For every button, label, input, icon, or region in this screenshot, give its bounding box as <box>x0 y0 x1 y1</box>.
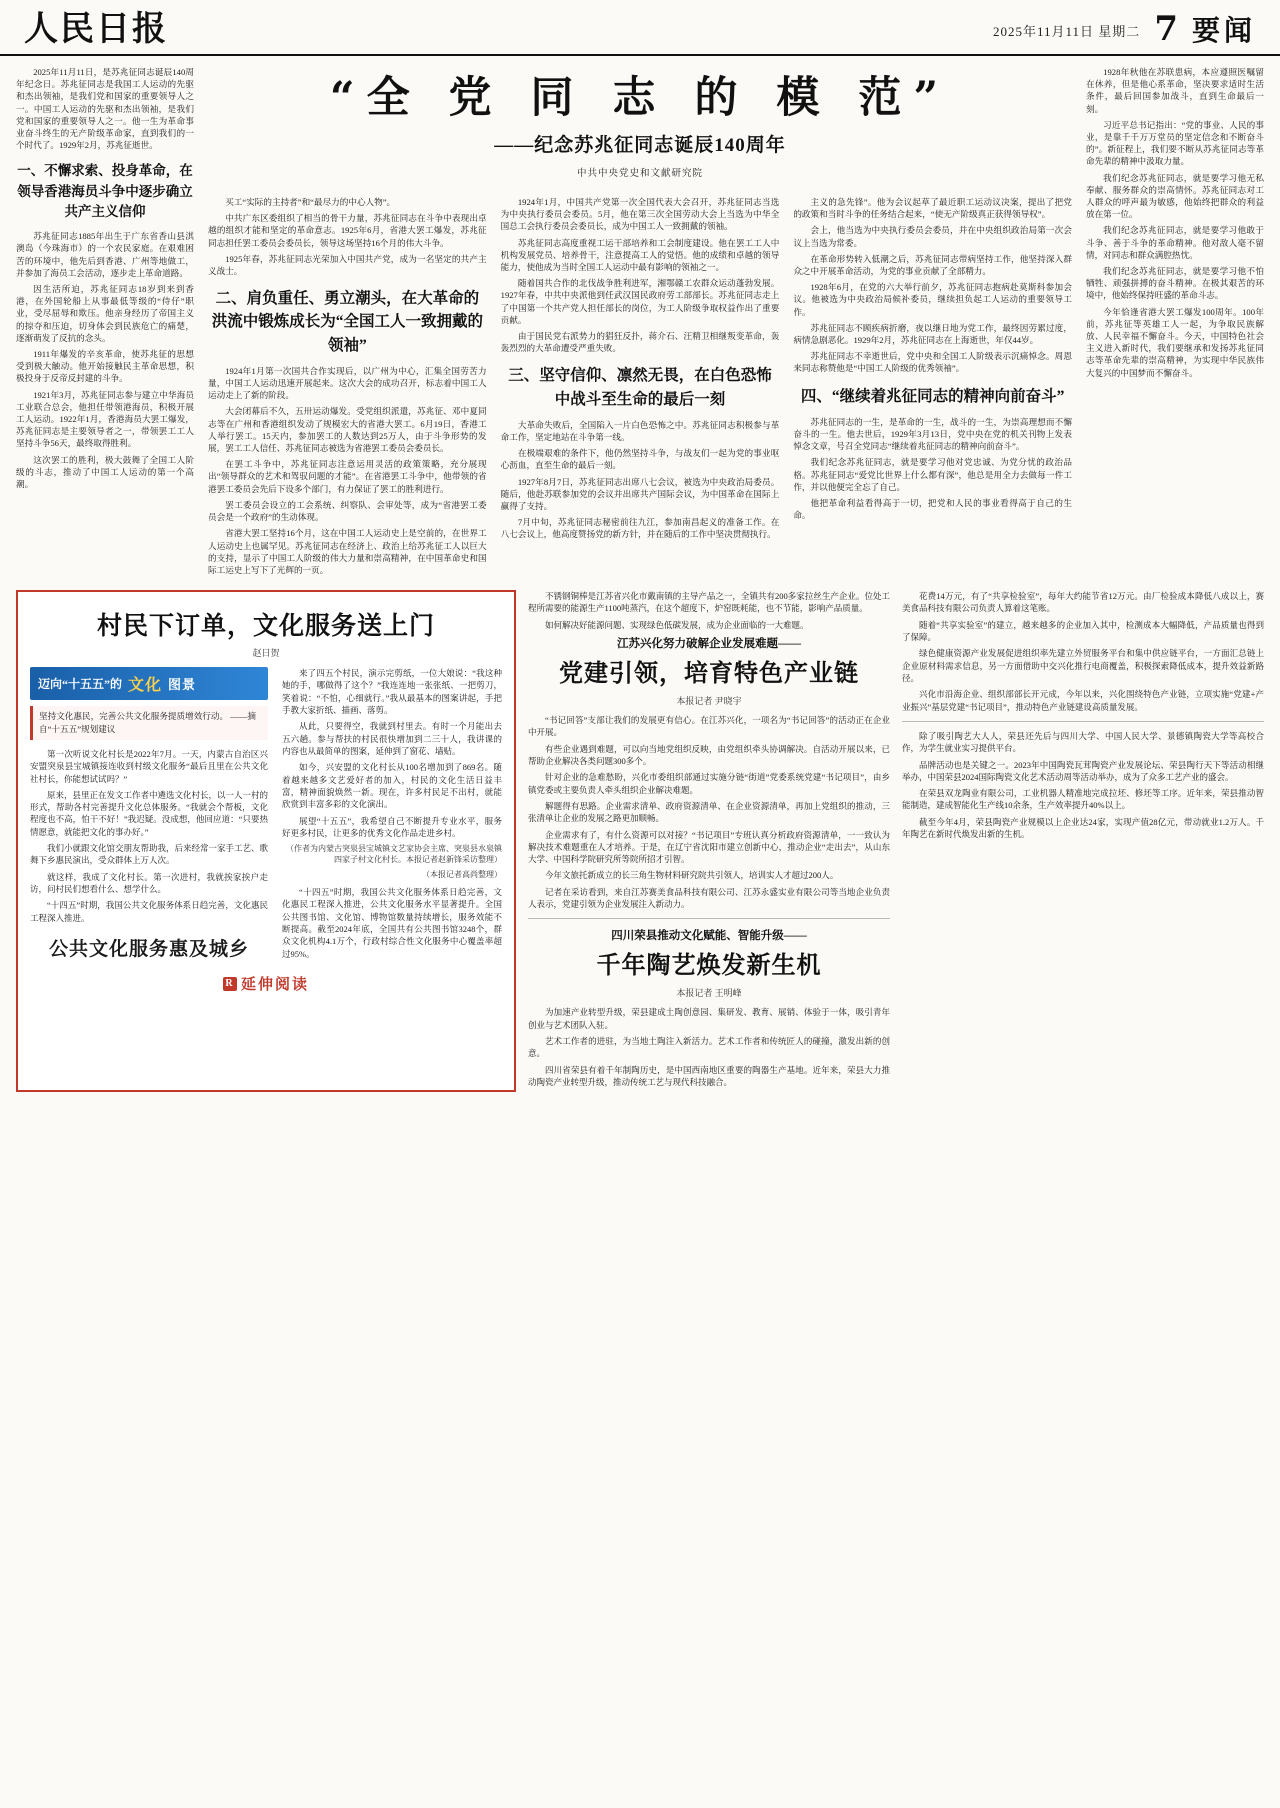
banner-part3: 图景 <box>168 677 197 693</box>
paragraph: 除了吸引陶艺大人人，荣县还先后与四川大学、中国人民大学、景德镇陶瓷大学等高校合作，为学生就业实习提供平台。 <box>902 730 1264 754</box>
feature-col-left <box>30 667 268 965</box>
paragraph: 会上，他当选为中央执行委员会委员，并在中央组织政治局第一次会议上当选为常委。 <box>793 225 1072 248</box>
paragraph: 我们纪念苏兆征同志，就是要学习他不怕牺牲、顽强拼搏的奋斗精神。在极其艰苦的环境中，他始终保持旺盛的革命斗志。 <box>1085 266 1264 301</box>
sichuan-kicker: 四川荣县推动文化赋能、智能升级—— <box>611 930 807 943</box>
paragraph: 由于国民党右派势力的猖狂反扑，蒋介石、汪精卫相继叛变革命，轰轰烈烈的大革命遭受严重失败。 <box>500 330 780 354</box>
article-column-2 <box>208 196 487 580</box>
paragraph: 主义的急先锋”。他为会议起草了最近职工运动议决案，提出了把党的政策和当时斗争的任务结合起来，“使无产阶级真正获得领导权”。 <box>793 196 1072 220</box>
divider <box>902 721 1264 722</box>
paragraph: 如今，兴安盟的文化村长从100名增加到了869名。随着越来越多文艺爱好者的加入，村民的文化生活日益丰富，精神面貌焕然一新。现在，许多村民足不出村，就能欣赏到丰富多彩的文化演出。 <box>282 762 502 810</box>
paragraph: 不锈钢铜棒是江苏省兴化市戴南镇的主导产品之一，全镇共有200多家拉丝生产企业。位处工程所需要的能源生产1100吨蒸汽，在这个超度下，炉窑既耗能，也不节能，影响产品质量。 <box>528 591 890 614</box>
sichuan-title: 千年陶艺焕发新生机 <box>596 953 822 980</box>
paragraph: 我们小就跟文化馆交朋友帮助我，后来经常一家手工艺、歌舞下乡惠民演出，受众群体上万人次。 <box>30 843 269 866</box>
article-center <box>208 66 1072 580</box>
paragraph: 随着国共合作的北伐战争胜利进军，湘鄂赣工农群众运动蓬勃发展。1927年春，中共中央派他到任武汉国民政府劳工部部长。苏兆征同志走上了中国第一个共产党人担任部长的岗位，为工人阶级争取权益作出了重要贡献。 <box>500 278 780 325</box>
extend-read-label: 延伸阅读 <box>240 977 309 994</box>
paragraph: 品牌活动也是关键之一。2023年中国陶瓷瓦茸陶瓷产业发展论坛、荣县陶行天下等活动相继举办，中国荣县2024国际陶瓷文化艺术活动周等活动举办，成为了众多工艺产业的盛会。 <box>902 759 1264 782</box>
paragraph: 有些企业遇到难题，可以向当地党组织反映，由党组织牵头协调解决。自活动开展以来，已帮助企业解决各类问题300多个。 <box>528 743 890 766</box>
extend-read-icon: R <box>223 977 237 991</box>
paragraph: “十四五”时期，我国公共文化服务体系日趋完善，文化惠民工程深入推进。 <box>30 900 268 923</box>
paragraph: 大会闭幕后不久，五卅运动爆发。受党组织派遣，苏兆征、邓中夏同志等在广州和香港组织发动了规模宏大的省港大罢工。6月19日，香港工人举行罢工。15天内，参加罢工的人数达到25万人，由于斗争形势的发展，罢工工人信任、苏兆征同志被选为省港罢工委员会委员长。 <box>208 406 487 454</box>
feature-body-right <box>282 667 502 839</box>
bottom-right-column <box>902 590 1264 1092</box>
paragraph: 截至今年4月，荣县陶瓷产业规模以上企业达24家，实现产值28亿元，带动就业1.2万人。千年陶艺在新时代焕发出新的生机。 <box>902 816 1264 840</box>
divider <box>528 918 890 919</box>
paragraph: 1928年6月，在党的六大举行前夕，苏兆征同志抱病赴莫斯科参加会议。他被选为中央政治局候补委员，继续担负起工人运动的重要领导工作。 <box>793 282 1072 317</box>
paragraph: 大革命失败后，全国陷入一片白色恐怖之中。苏兆征同志积极参与革命工作，坚定地站在斗争第一线。 <box>500 419 780 443</box>
paragraph: 如何解决好能源问题、实现绿色低碳发展，成为企业面临的一大难题。 <box>545 619 809 630</box>
paragraph: 在荣县双龙陶业有限公司，工业机器人精准地完成拉坯、修坯等工序。近年来，荣县推动智能制造，建成智能化生产线10余条，生产效率提升40%以上。 <box>902 788 1264 811</box>
feature-title: 村民下订单，文化服务送上门 <box>96 613 435 641</box>
feature-note: （作者为内蒙古突泉县宝城镇文艺家协会主席、突泉县水泉镇四家子村文化村长。本报记者赵新锋采访整理） <box>286 844 502 865</box>
paragraph: 1924年1月第一次国共合作实现后，以广州为中心，汇集全国劳苦力量，中国工人运动迅速开展起来。这次大会的成功召开，标志着中国工人运动走上了新的阶段。 <box>208 365 487 401</box>
byline: 中共中央党史和文献研究院 <box>576 169 703 180</box>
paragraph: 今年文旅托新成立的长三角生物材料研究院共引领人，培训实人才超过200人。 <box>545 870 839 881</box>
series-banner <box>30 667 268 700</box>
banner-part2: 文化 <box>128 677 163 695</box>
feature-bottom-body <box>282 886 502 960</box>
paragraph: 苏兆征同志的一生，是革命的一生，战斗的一生，为崇高理想而不懈奋斗的一生。他去世后，1929年3月13日，党中央在党的机关刊物上发表悼念文章，号召全党同志“继续着兆征同志的精神向前奋斗”。 <box>793 416 1072 452</box>
paragraph: 省港大罢工坚持16个月，这在中国工人运动史上是空前的，在世界工人运动史上也属罕见。苏兆征同志在经济上、政治上给苏兆征工人以巨大的支持，显示了中国工人阶级的伟大力量和崇高精神，在中国革命史和国际工运史上写下了光辉的一页。 <box>208 528 487 575</box>
paragraph: 苏兆征同志不顾疾病折磨，夜以继日地为党工作，最终因劳累过度，病情急剧恶化。1929年2月，苏兆征同志在上海逝世，年仅44岁。 <box>793 322 1072 345</box>
paragraph: 记者在采访看到，来自江苏赛美食品科技有限公司、江苏永盛实业有限公司等当地企业负责人表示，党建引领为企业发展注入新动力。 <box>528 886 890 910</box>
paragraph: 1924年1月，中国共产党第一次全国代表大会召开，苏兆征同志当选为中央执行委员会委员。5月，他在第三次全国劳动大会上当选为中华全国总工会执行委员会委员长，成为中国工人一致拥戴的领袖。 <box>500 196 780 232</box>
paragraph: 展望“十五五”，我希望自己不断提升专业水平，服务好更多村民，让更多的优秀文化作品走进乡村。 <box>282 815 502 838</box>
policy-quote: 坚持文化惠民，完善公共文化服务提质增效行动。 ——摘自“十五五”规划建议 <box>30 706 268 740</box>
paragraph: 在罢工斗争中，苏兆征同志注意运用灵活的政策策略，充分展现出“领导群众的艺术和驾驭问题的才能”。在省港罢工斗争中，他带领的省港罢工委员会先后下设多个部门，有力保证了罢工的胜利进行。 <box>208 459 487 494</box>
paragraph: 1927年8月7日，苏兆征同志出席八七会议，被选为中央政治局委员。随后，他赴苏联参加党的会议并出席共产国际会议，为中国革命在国际上赢得了支持。 <box>500 476 780 512</box>
paragraph: 1925年春，苏兆征同志光荣加入中国共产党，成为一名坚定的共产主义战士。 <box>208 253 487 276</box>
paragraph: 企业需求有了，有什么资源可以对接？“书记项目”专班认真分析政府资源清单，一一致认为解决技术难题重在人才培养。于是，在辽宁省沈阳市建立创新中心，推动企业“走出去”，从山东大学、中国科学院研究所等院所招才引智。 <box>528 829 890 865</box>
feature-col-right <box>282 667 502 965</box>
article-column-4 <box>793 196 1072 580</box>
paragraph: 我们纪念苏兆征同志，就是要学习他对党忠诚、为党分忧的政治品格。苏兆征同志“爱党比世界上什么都有深”，他总是用全力去做每一件工作，并以他便完全忘了自己。 <box>793 457 1072 492</box>
feature-body-left <box>30 748 268 924</box>
feature-box <box>16 590 516 1092</box>
paragraph: 针对企业的急难愁盼，兴化市委组织部通过实施分链“街道”党委系统党建“书记项目”，由乡镇党委或主要负责人牵头组织企业解决难题。 <box>528 772 890 795</box>
jiangsu-kicker: 江苏兴化努力破解企业发展难题—— <box>617 638 801 651</box>
paragraph: 1911年爆发的辛亥革命，使苏兆征的思想受到极大触动。他开始接触民主革命思想，积极投身于反帝反封建的斗争。 <box>16 349 194 384</box>
paragraph: 四川省荣县有着千年制陶历史，是中国西南地区重要的陶器生产基地。近年来，荣县大力推动陶瓷产业转型升级，推动传统工艺与现代科技融合。 <box>528 1064 890 1087</box>
extend-read-tag[interactable] <box>223 973 309 994</box>
headline-block <box>208 66 1072 196</box>
paragraph: 来了四五个村民，演示完剪纸，一位大娘说：“我这种她的手，哪做得了这个？”我连连地一张张纸、一把剪刀，笑着说：“不怕，心细就行。”我从最基本的图案讲起，手把手教大家折纸、描画、落剪。 <box>282 668 502 716</box>
bottom-middle-column <box>528 590 890 1092</box>
bottom-section <box>0 584 1280 1104</box>
paragraph: 买工“实际的主持者”和“最尽力的中心人物”。 <box>225 196 396 207</box>
section-heading-4: 四、“继续着兆征同志的精神向前奋斗” <box>800 387 1065 405</box>
center-columns <box>208 196 1072 580</box>
dateline: 2025年11月11日 星期二 <box>993 24 1141 39</box>
paragraph: 随着“共享实验室”的建立，越来越多的企业加入其中，检测成本大幅降低，产品质量也得到了保障。 <box>902 619 1264 643</box>
page-number: 7 <box>1154 9 1178 49</box>
jiangsu-byline: 本报记者 尹晓宇 <box>676 696 742 707</box>
paragraph: 因生活所迫，苏兆征同志18岁到来到香港，在外国轮船上从事最低等级的“侍仔”职业，受尽屈辱和欺压。他亲身经历了帝国主义的掠夺和压迫，切身体会到民族危亡的痛楚，逐渐萌发了反抗的念头。 <box>16 283 194 343</box>
paragraph: 从此，只要得空，我就到村里去。有时一个月能出去五六趟。参与帮扶的村民很快增加到二三十人，我讲课的内容也从最简单的图案，延伸到了窗花、墙贴。 <box>282 721 502 756</box>
right-top-lead <box>528 590 890 631</box>
masthead <box>0 0 1280 56</box>
paragraph: 我们纪念苏兆征同志，就是要学习他无私奉献、服务群众的崇高情怀。苏兆征同志对工人群众的呼声最为敏感，他始终把群众的利益放在第一位。 <box>1085 172 1264 220</box>
paragraph: 习近平总书记指出：“党的事业、人民的事业，是靠千千万万堂员的坚定信念和不断奋斗的”。新征程上，我们要不断从苏兆征同志等革命先辈的精神中汲取力量。 <box>1085 119 1264 167</box>
feature-note-2: （本报记者高尚整理） <box>422 870 502 880</box>
article-column-1 <box>16 66 194 580</box>
paragraph: 苏兆征同志1885年出生于广东省香山县淇澳岛（今珠海市）的一个农民家庭。在艰难困苦的环境中，他先后到香港、广州等地做工，并参加了海员工会活动，逐步走上革命道路。 <box>16 231 194 278</box>
section-heading-1: 一、不懈求索、投身革命，在领导香港海员斗争中逐步确立共产主义信仰 <box>17 163 193 219</box>
paragraph: 原来，县里正在发文工作者中遴选文化村长，以一人一村的形式，帮助各村完善提升文化总体服务。“我就会个帮板，文化程度也不高，怕干不好！”我迟疑。没成想，他回应道：“只要热情愿意，就能把文化的事办好。” <box>30 789 269 837</box>
paragraph: 他把革命利益看得高于一切，把党和人民的事业看得高于自己的生命。 <box>793 498 1072 521</box>
paragraph: 今年恰逢省港大罢工爆发100周年。100年前，苏兆征等英雄工人一起，为争取民族解放、人民幸福不懈奋斗。今天，中国特色社会主义进入新时代，我们要继承和发扬苏兆征同志等革命先辈的崇高精神，为实现中华民族伟大复兴的中国梦而不懈奋斗。 <box>1085 306 1264 378</box>
paragraph: 1921年3月，苏兆征同志参与建立中华海员工业联合总会，他担任带领港海员，积极开展工人运动。1922年1月，香港海员大罢工爆发，苏兆征同志是主要领导者之一，带领罢工工人坚持斗争56天，最终取得胜利。 <box>16 389 194 449</box>
paragraph: 绿色健康资源产业发展促进组织率先建立外贸服务平台和集中供应链平台，一方面汇总链上企业原材料需求信息，另一方面借助中交兴化推行电商覆盖，积极探索降低成本，提升效益新路径。 <box>902 648 1264 683</box>
paragraph: 我们纪念苏兆征同志，就是要学习他敢于斗争、善于斗争的革命精神。他对敌人毫不留情，对同志和群众满腔热忱。 <box>1085 225 1264 260</box>
sichuan-body <box>528 1006 890 1088</box>
feature-columns <box>30 667 502 965</box>
paragraph: 7月中旬，苏兆征同志秘密前往九江，参加南昌起义的准备工作。在八七会议上，他高度赞扬党的新方针，并在随后的工作中坚决贯彻执行。 <box>500 517 780 540</box>
paragraph: 2025年11月11日，是苏兆征同志诞辰140周年纪念日。苏兆征同志是我国工人运动的先驱和杰出领袖，是我们党和国家的重要领导人之一。中国工人运动的先驱和杰出领袖，是我们党和国家的重要领导人之一。他一生为革命事业奋斗终生的无产阶级革命家，直到我们的一个时代了。1929年2月，苏兆征逝世。 <box>16 67 194 151</box>
extend-read[interactable] <box>30 973 502 995</box>
paragraph: 兴化市沿海企业、组织部部长开元成，今年以来，兴化围绕特色产业链，立项实施“党建+产业振兴”基层党建“书记项目”，推动特色产业链建设高质量发展。 <box>902 689 1264 712</box>
jiangsu-body <box>528 714 890 910</box>
paragraph: 就这样，我成了文化村长。第一次进村，我就挨家挨户走访，问村民们想看什么、想学什么。 <box>30 871 268 895</box>
feature-byline: 赵日贺 <box>252 648 280 659</box>
paragraph: 第一次听说文化村长是2022年7月。一天，内蒙古自治区兴安盟突泉县宝城镇接连收到村级文化服务“最后且里在公共文化社村长，你能想试试吗？” <box>30 748 268 784</box>
paragraph: 在革命形势转入低潮之后，苏兆征同志带病坚持工作，他坚持深入群众之中开展革命活动，为党的事业贡献了全部精力。 <box>793 253 1072 276</box>
right-column-body <box>902 590 1264 713</box>
section-heading-2: 二、肩负重任、勇立潮头，在大革命的洪流中锻炼成长为“全国工人一致拥戴的领袖” <box>211 290 483 354</box>
paragraph: 这次罢工的胜利，极大鼓舞了全国工人阶级的斗志，推动了中国工人运动的第一个高潮。 <box>16 454 194 490</box>
paragraph: 为加速产业转型升级，荣县建成土陶创意园、集研发、教育、展销、体验于一体，吸引青年创业与艺术团队入驻。 <box>528 1007 890 1030</box>
right-column-body-2 <box>902 730 1264 841</box>
paragraph: “十四五”时期，我国公共文化服务体系日趋完善，文化惠民工程深入推进，公共文化服务水平显著提升。全国公共图书馆、文化馆、博物馆数量持续增长，服务效能不断提高。截至2024年底，全国共有公共图书馆3248个，群众文化机构4.1万个，行政村综合性文化服务中心覆盖率超过95%。 <box>282 887 502 959</box>
paragraph: 花费14万元，有了“共享检验室”，每年大约能节省12万元。由厂检验成本降低八成以上，赛美食品科技有限公司负责人算着这笔账。 <box>902 591 1264 614</box>
newspaper-logo: 人民日报 <box>24 9 168 49</box>
paragraph: 解题得有思路。企业需求清单、政府资源清单、在企业资源清单，再加上党组织的推动，三张清单让企业的发展之路更加顺畅。 <box>528 800 890 824</box>
paragraph: 中共广东区委组织了相当的骨干力量，苏兆征同志在斗争中表现出卓越的组织才能和坚定的革命意志。1925年6月，省港大罢工爆发，苏兆征同志担任罢工委员会委员长，领导这场坚持16个月的伟大斗争。 <box>208 213 487 248</box>
jiangsu-title: 党建引领，培育特色产业链 <box>559 661 859 688</box>
paragraph: “书记回答”支部让我们的发展更有信心。在江苏兴化，一项名为“书记回答”的活动正在企业中开展。 <box>528 715 890 738</box>
paragraph: 苏兆征同志高度重视工运干部培养和工会制度建设。他在罢工工人中机构发展党员、培养骨干，注意提高工人的觉悟。他的成绩和卓越的领导能力，使他成为当时全国工人运动中最有影响的领袖之一。 <box>500 237 780 272</box>
page-title: “全 党 同 志 的 模 范” <box>329 73 951 123</box>
paragraph: 罢工委员会设立的工会系统、纠察队、会审处等，成为“省港罢工委员会是一个政府”的生动体现。 <box>208 499 487 523</box>
article-column-5 <box>1086 66 1264 580</box>
main-article <box>0 56 1280 584</box>
masthead-right <box>993 9 1256 49</box>
article-column-3 <box>501 196 780 580</box>
paragraph: 苏兆征同志不幸逝世后，党中央和全国工人阶级表示沉痛悼念。周恩来同志称赞他是“中国工人阶级的优秀领袖”。 <box>793 351 1072 374</box>
section-heading-3: 三、坚守信仰、凛然无畏，在白色恐怖中战斗至生命的最后一刻 <box>508 367 772 408</box>
paragraph: 1928年秋他在苏联患病，本应遵照医嘱留在休养，但是他心系革命，坚决要求适时生活条件，最后回国参加战斗，直到生命最后一刻。 <box>1085 67 1264 114</box>
banner-part1: 迈向“十五五”的 <box>38 677 123 692</box>
feature-subtitle: 公共文化服务惠及城乡 <box>48 938 249 960</box>
paragraph: 在极端艰难的条件下，他仍然坚持斗争，与战友们一起为党的事业呕心沥血，直至生命的最后一刻。 <box>500 448 780 471</box>
section-name: 要闻 <box>1191 16 1256 47</box>
paragraph: 艺术工作者的进驻，为当地土陶注入新活力。艺术工作者和传统匠人的碰撞，激发出新的创意。 <box>528 1036 890 1059</box>
subtitle: ——纪念苏兆征同志诞辰140周年 <box>494 135 786 157</box>
sichuan-byline: 本报记者 王明峰 <box>676 988 742 999</box>
